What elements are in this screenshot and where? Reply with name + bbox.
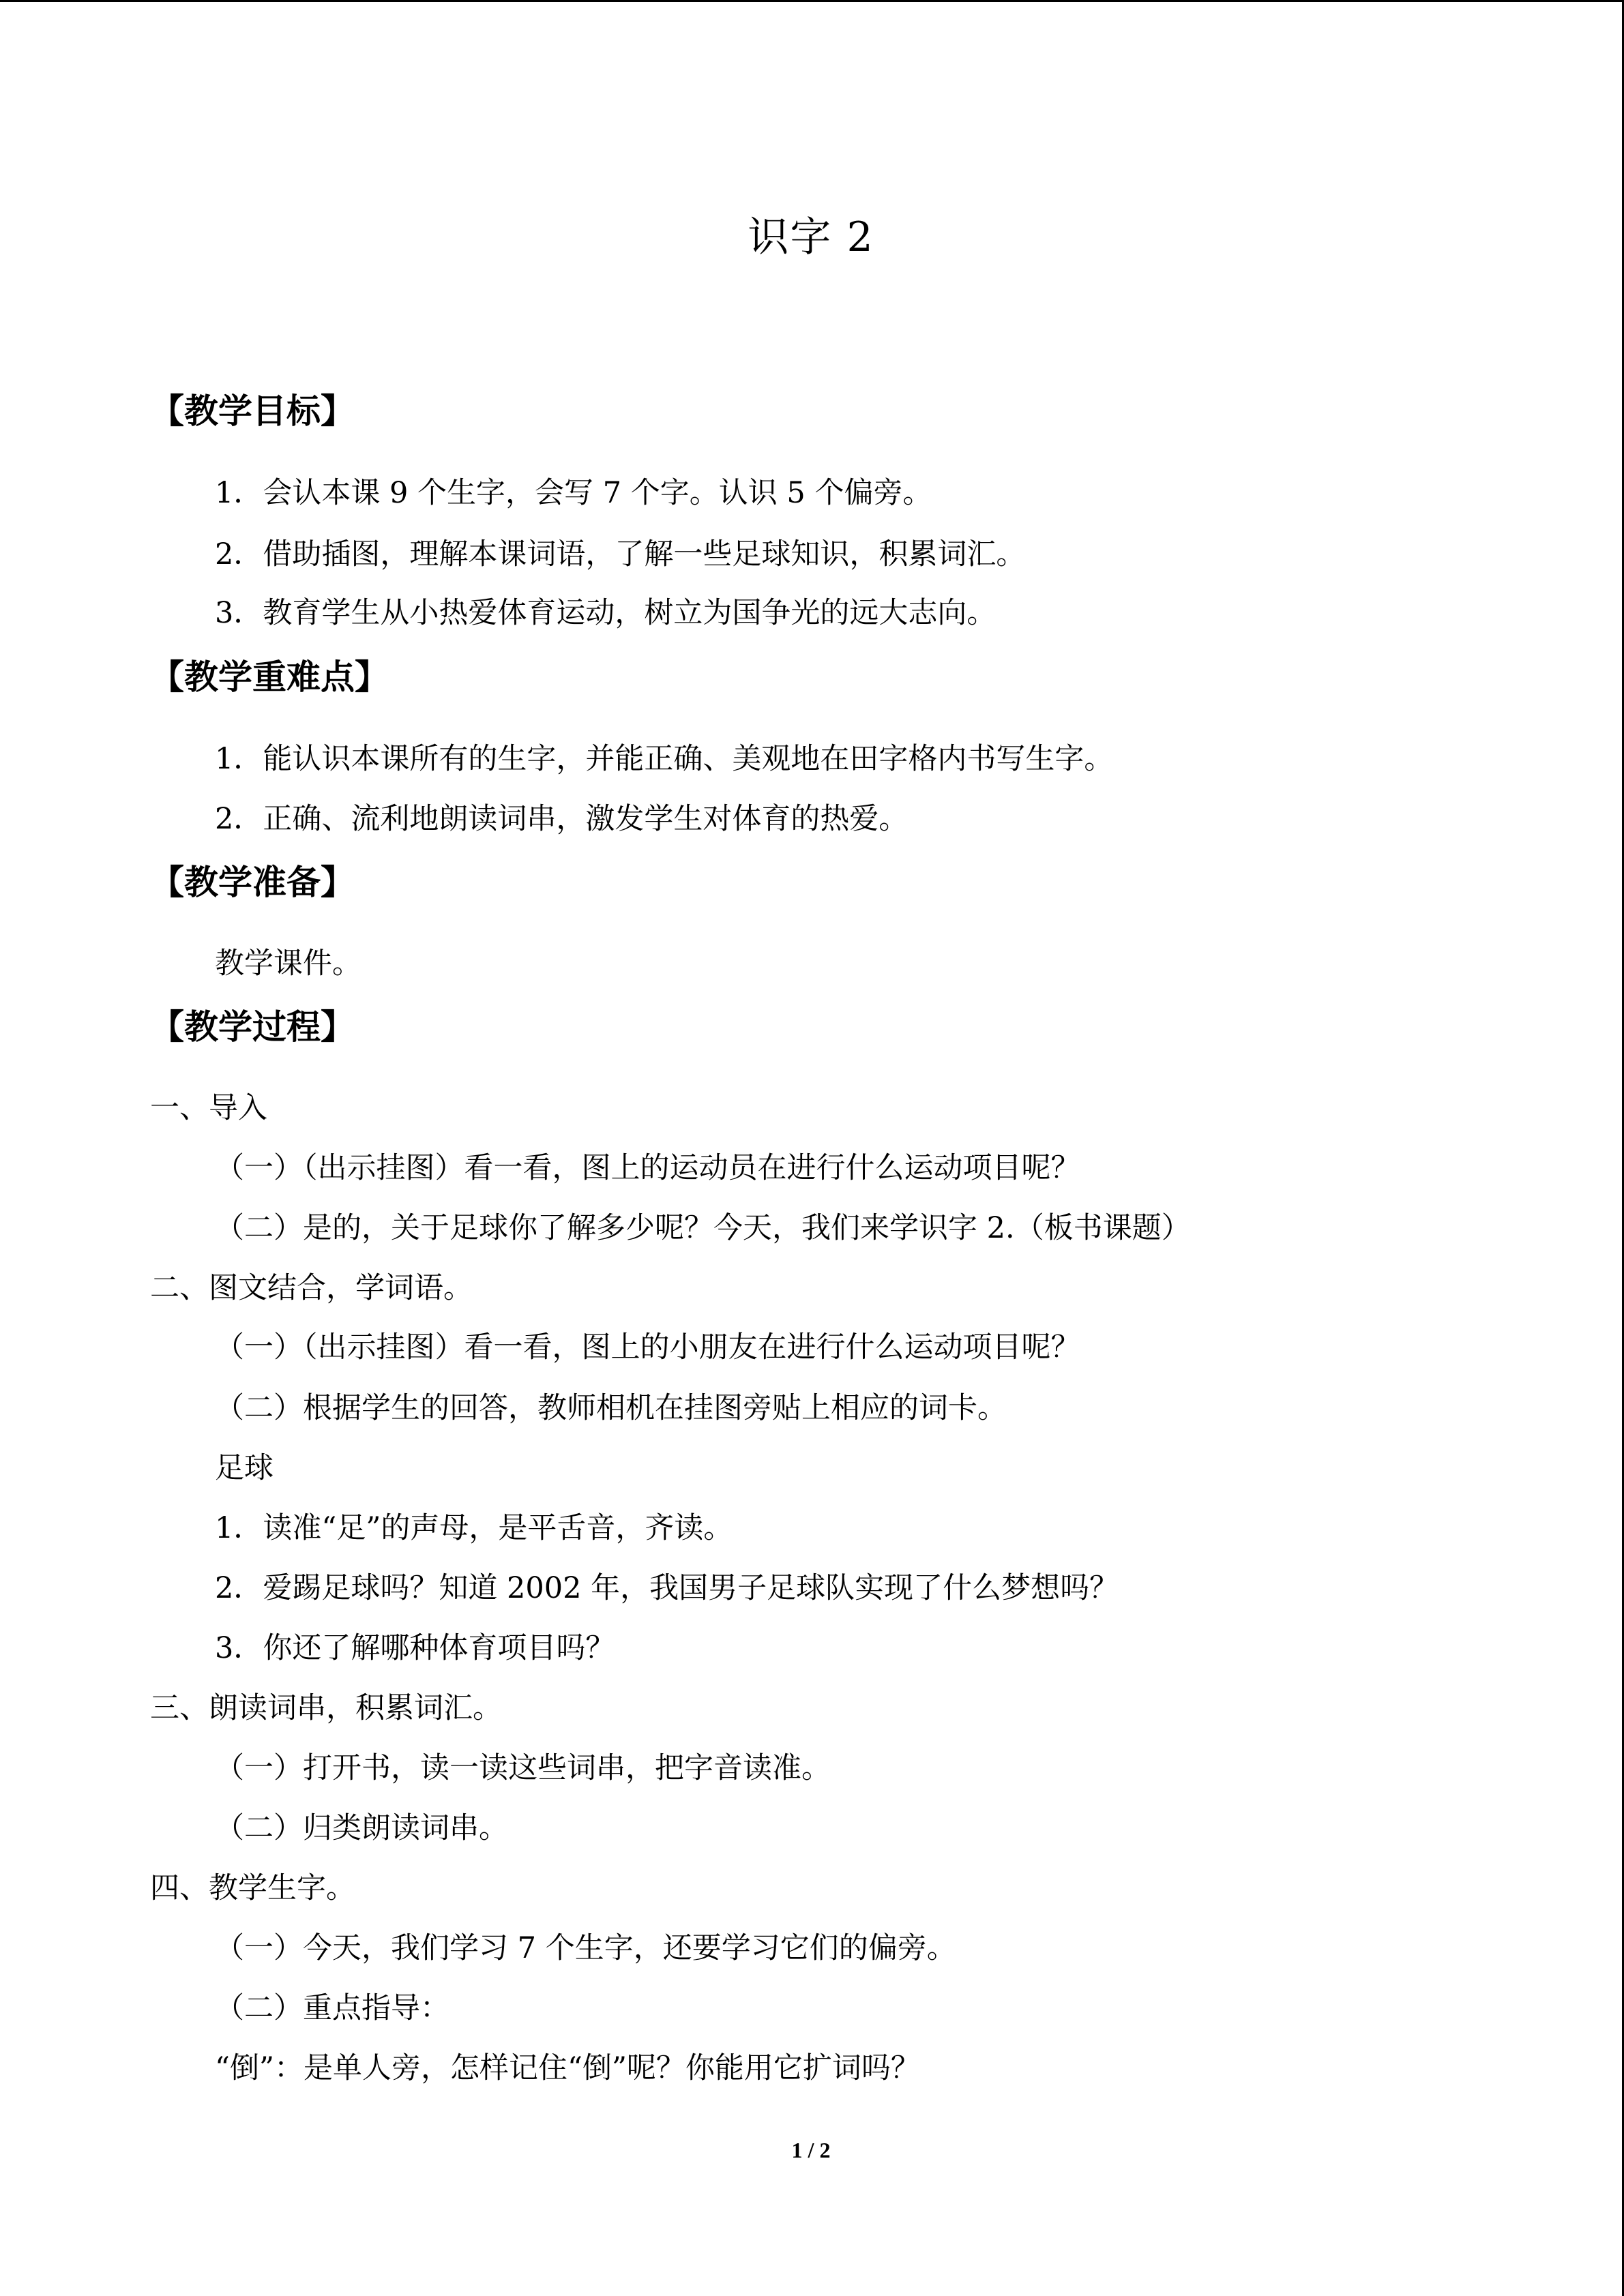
heading-preparation: 【教学准备】 xyxy=(150,863,355,902)
process-line-13: （二）归类朗读词串。 xyxy=(215,1811,508,1845)
process-line-10: 3．你还了解哪种体育项目吗？ xyxy=(215,1631,615,1665)
process-line-5: （一）（出示挂图）看一看，图上的小朋友在进行什么运动项目呢？ xyxy=(215,1330,1080,1365)
page-indicator: 1 / 2 xyxy=(791,2138,831,2162)
heading-process: 【教学过程】 xyxy=(150,1007,355,1047)
process-line-3: （二）是的，关于足球你了解多少呢？今天，我们来学识字 2.（板书课题） xyxy=(215,1211,1191,1245)
process-line-11: 三、朗读词串，积累词汇。 xyxy=(150,1691,502,1725)
preparation-item-1: 教学课件。 xyxy=(215,946,361,981)
process-line-9: 2．爱踢足球吗？知道 2002 年，我国男子足球队实现了什么梦想吗？ xyxy=(215,1571,1119,1605)
goal-item-3: 3．教育学生从小热爱体育运动，树立为国争光的远大志向。 xyxy=(215,596,996,630)
heading-goals: 【教学目标】 xyxy=(150,391,355,431)
key-point-item-2: 2．正确、流利地朗读词串，激发学生对体育的热爱。 xyxy=(215,802,909,836)
process-line-1: 一、导入 xyxy=(150,1091,267,1125)
process-line-8: 1．读准“足”的声母，是平舌音，齐读。 xyxy=(215,1511,733,1545)
process-line-15: （一）今天，我们学习 7 个生字，还要学习它们的偏旁。 xyxy=(215,1931,956,1965)
heading-key-points: 【教学重难点】 xyxy=(150,657,389,697)
process-line-12: （一）打开书，读一读这些词串，把字音读准。 xyxy=(215,1751,831,1785)
process-line-7: 足球 xyxy=(215,1451,274,1485)
process-line-6: （二）根据学生的回答，教师相机在挂图旁贴上相应的词卡。 xyxy=(215,1391,1007,1425)
key-point-item-1: 1．能认识本课所有的生字，并能正确、美观地在田字格内书写生字。 xyxy=(215,742,1114,776)
process-line-14: 四、教学生字。 xyxy=(150,1871,355,1905)
process-line-16: （二）重点指导： xyxy=(215,1991,449,2025)
process-line-4: 二、图文结合，学词语。 xyxy=(150,1271,473,1305)
process-line-2: （一）（出示挂图）看一看，图上的运动员在进行什么运动项目呢？ xyxy=(215,1151,1080,1185)
goal-item-1: 1．会认本课 9 个生字，会写 7 个字。认识 5 个偏旁。 xyxy=(215,476,932,510)
process-line-17: “倒”：是单人旁，怎样记住“倒”呢？你能用它扩词吗？ xyxy=(215,2051,920,2085)
document-title: 识字 2 xyxy=(748,213,874,261)
goal-item-2: 2．借助插图，理解本课词语，了解一些足球知识，积累词汇。 xyxy=(215,537,1026,571)
